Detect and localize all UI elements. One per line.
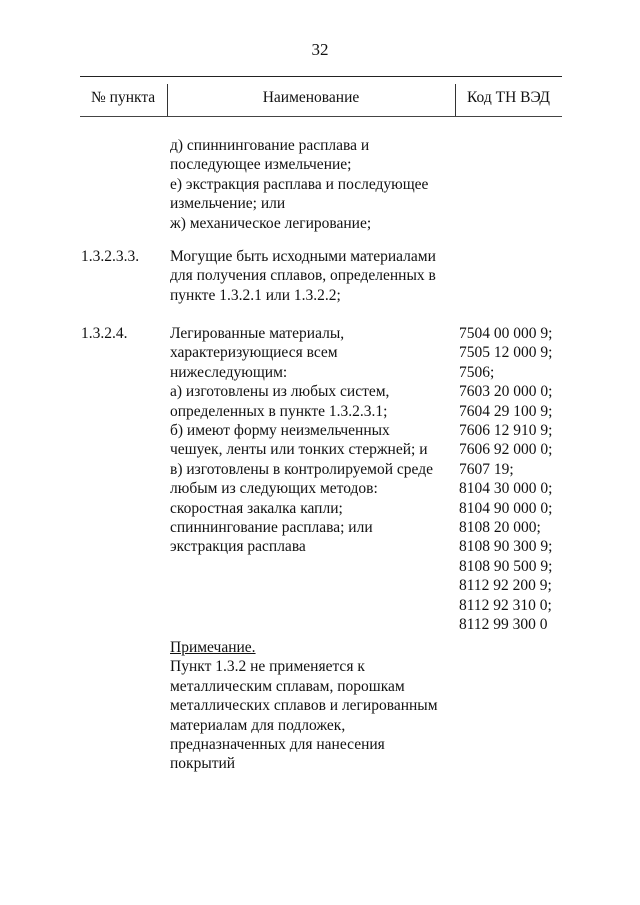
text-line: е) экстракция расплава и последующее [170, 175, 429, 193]
text-line: а) изготовлены из любых систем, [170, 383, 390, 401]
text-line: д) спиннингование расплава и [170, 137, 370, 154]
code-line: 7505 12 000 9; [459, 344, 553, 362]
item-codes [459, 324, 564, 635]
code-line: 8112 99 300 0 [459, 616, 548, 634]
code-line: 7504 00 000 9; [459, 325, 553, 342]
text-line: материалам для подложек, [170, 716, 346, 734]
code-line: 7604 29 100 9; [459, 402, 553, 420]
code-line: 7607 19; [459, 460, 514, 478]
code-line: 8108 90 500 9; [459, 557, 553, 575]
table-header-top-rule [80, 76, 562, 77]
text-line: для получения сплавов, определенных в [170, 267, 436, 285]
continuation-text [170, 136, 455, 233]
item-description [170, 324, 455, 557]
text-line: экстракция расплава [170, 538, 306, 556]
text-line: металлических сплавов и легированным [170, 697, 438, 715]
text-line: чешуек, ленты или тонких стержней; и [170, 441, 428, 459]
text-line: скоростная закалка капли; [170, 499, 343, 517]
text-line: последующее измельчение; [170, 156, 352, 174]
text-line: в) изготовлены в контролируемой среде [170, 460, 433, 478]
text-line: Легированные материалы, [170, 325, 345, 342]
code-line: 7506; [459, 363, 495, 381]
text-line: любым из следующих методов: [170, 480, 378, 498]
header-code: Код ТН ВЭД [466, 89, 550, 106]
note-title: Примечание. [170, 639, 256, 656]
text-line: характеризующиеся всем [170, 344, 338, 362]
note-block [170, 638, 455, 774]
text-line: ж) механическое легирование; [170, 214, 372, 232]
page-number: 32 [311, 40, 329, 59]
code-line: 8108 20 000; [459, 519, 541, 537]
code-line: 7606 12 910 9; [459, 422, 553, 440]
code-line: 8104 90 000 0; [459, 499, 553, 517]
header-number: № пункта [91, 89, 156, 106]
text-line: определенных в пункте 1.3.2.3.1; [170, 402, 388, 420]
text-line: б) имеют форму неизмельченных [170, 422, 390, 440]
code-line: 8112 92 200 9; [459, 577, 552, 595]
text-line: нижеследующим: [170, 363, 288, 381]
item-number: 1.3.2.3.3. [81, 248, 140, 265]
table-header-bottom-rule [80, 116, 562, 117]
header-name: Наименование [262, 89, 360, 106]
text-line: Пункт 1.3.2 не применяется к [170, 658, 365, 676]
text-line: предназначенных для нанесения [170, 736, 385, 754]
code-line: 7603 20 000 0; [459, 383, 553, 401]
text-line: Могущие быть исходными материалами [170, 248, 436, 265]
item-description [170, 247, 455, 305]
code-line: 8112 92 310 0; [459, 596, 552, 614]
code-line: 7606 92 000 0; [459, 441, 553, 459]
text-line: покрытий [170, 755, 236, 773]
code-line: 8108 90 300 9; [459, 538, 553, 556]
code-line: 8104 30 000 0; [459, 480, 553, 498]
item-number: 1.3.2.4. [81, 325, 128, 342]
text-line: пункте 1.3.2.1 или 1.3.2.2; [170, 286, 341, 304]
text-line: измельчение; или [170, 195, 286, 213]
text-line: спиннингование расплава; или [170, 519, 373, 537]
text-line: металлическим сплавам, порошкам [170, 677, 405, 695]
